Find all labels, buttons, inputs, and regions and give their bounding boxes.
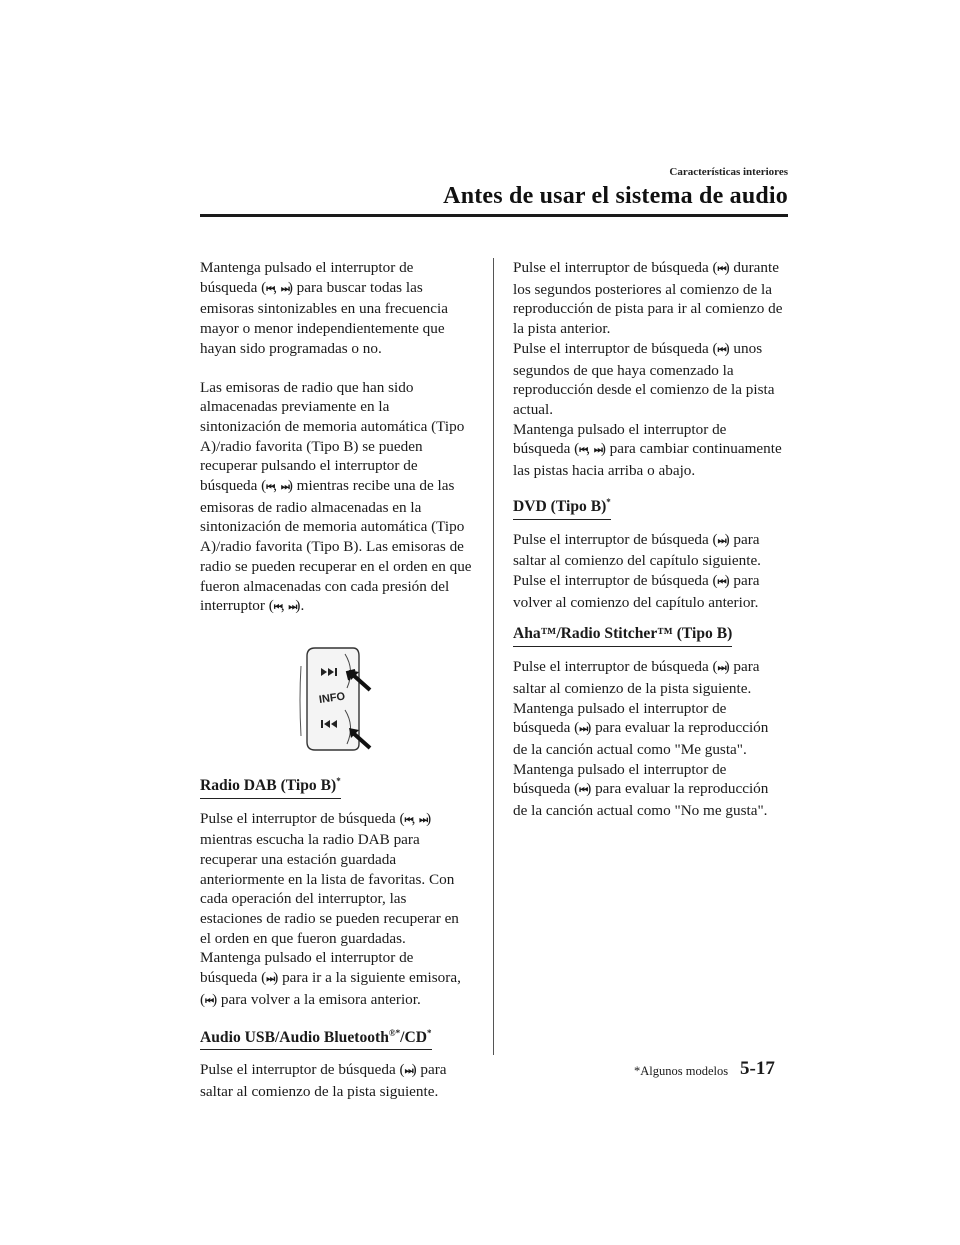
next-track-icon: ⏭ (419, 814, 427, 826)
text: ) para saltar al comienzo de la pista siguiente. (200, 1061, 447, 1101)
text: Mantenga pulsado el interruptor de búsqueda ( (513, 699, 727, 737)
header-rule (200, 214, 788, 217)
paragraph-dab (200, 809, 472, 949)
text: /CD (400, 1028, 428, 1046)
text: Aha™/Radio Stitcher™ (Tipo B) (513, 625, 733, 643)
prev-track-icon: ⏮ (273, 602, 281, 614)
prev-track-icon: ⏮ (579, 445, 587, 457)
paragraph-aha-dislike (513, 760, 785, 821)
text: , (273, 278, 281, 296)
heading-usb-bluetooth-cd (200, 1024, 432, 1051)
next-track-icon: ⏭ (593, 445, 601, 457)
asterisk: * (336, 775, 341, 786)
prev-track-icon: ⏮ (717, 344, 725, 356)
text: ) para evaluar la reproducción de la canción actual como "Me gusta". (513, 719, 769, 758)
text: ) para ir a la siguiente emisora, ( (200, 969, 461, 1008)
text: Pulse el interruptor de búsqueda ( (513, 658, 718, 676)
text: Radio DAB (Tipo B) (200, 776, 337, 794)
text: Mantenga pulsado el interruptor de búsqueda ( (200, 259, 414, 296)
text: ) unos segundos de que haya comenzado la reproducción desde el comienzo de la pista actual. (513, 339, 775, 418)
paragraph-usb (200, 1060, 472, 1101)
text: DVD (Tipo B) (513, 497, 607, 515)
info-label: INFO (318, 690, 346, 707)
footnote: *Algunos modelos (634, 1064, 729, 1078)
next-track-icon: ⏭ (266, 974, 274, 986)
text: Audio USB/Audio Bluetooth (200, 1028, 389, 1046)
text: Pulse el interruptor de búsqueda ( (513, 259, 718, 276)
page-title: Antes de usar el sistema de audio (443, 183, 788, 209)
text: ) para saltar al comienzo del capítulo siguiente. (513, 530, 761, 570)
registered-mark: ®* (388, 1027, 401, 1038)
text: Pulse el interruptor de búsqueda ( (513, 572, 718, 590)
heading-dab (200, 772, 341, 799)
paragraph-usb-prev (513, 258, 785, 339)
next-track-icon: ⏭ (288, 602, 296, 614)
next-track-icon: ⏭ (404, 1066, 412, 1078)
section-label: Características interiores (669, 166, 788, 178)
paragraph-dab-hold (200, 948, 472, 1011)
text: ) durante los segundos posteriores al comienzo de la reproducción de pista para ir al comienzo de la pista anterior. (513, 259, 783, 338)
paragraph-dvd-prev (513, 571, 785, 612)
text: ) mientras recibe una de las emisoras de radio almacenadas en la sintonización de memoria automática (Tipo A)/radio favorita (Tipo B). Las emisoras de radio se pueden recuperar en el orden en que fueron almacenadas con cada presión del interruptor ( (200, 477, 472, 615)
text: , (273, 477, 281, 495)
paragraph-dvd-next (513, 530, 785, 571)
text: ) para volver a la emisora anterior. (212, 990, 421, 1008)
text: ) para evaluar la reproducción de la canción actual como "No me gusta". (513, 780, 769, 820)
paragraph-aha-next (513, 657, 785, 698)
page-number: 5-17 (740, 1058, 775, 1079)
paragraph-usb-hold (513, 420, 785, 481)
asterisk: * (427, 1027, 432, 1038)
prev-track-icon: ⏮ (717, 577, 725, 589)
text: ) para saltar al comienzo de la pista siguiente. (513, 658, 760, 697)
paragraph-seek-scan (200, 258, 472, 359)
steering-switch-illustration (297, 644, 373, 754)
prev-track-icon: ⏮ (404, 814, 412, 826)
prev-track-icon: ⏮ (717, 264, 725, 275)
prev-track-icon: ⏮ (266, 482, 274, 494)
text: , (411, 809, 420, 827)
text: ). (295, 597, 305, 615)
text: Pulse el interruptor de búsqueda ( (513, 339, 718, 357)
heading-dvd (513, 493, 611, 520)
paragraph-stored-stations (200, 378, 472, 618)
next-track-icon: ⏭ (717, 663, 725, 675)
paragraph-usb-restart (513, 339, 785, 420)
text: Mantenga pulsado el interruptor de búsqueda ( (513, 760, 727, 798)
next-track-icon: ⏭ (579, 724, 587, 736)
next-track-icon: ⏭ (280, 283, 288, 295)
text: ) para buscar todas las emisoras sintonizables en una frecuencia mayor o menor independientemente que hayan sido programadas o no. (200, 278, 448, 357)
text: ) para cambiar continuamente las pistas hacia arriba o abajo. (513, 440, 782, 480)
right-column (513, 258, 785, 821)
prev-track-icon: ⏮ (579, 785, 587, 797)
text: Mantenga pulsado el interruptor de búsqueda ( (513, 420, 727, 458)
text: Pulse el interruptor de búsqueda ( (513, 530, 718, 548)
text: , (586, 440, 594, 458)
prev-track-icon: ⏮ (266, 283, 274, 295)
next-track-icon: ⏭ (717, 535, 725, 547)
column-divider (493, 258, 494, 1055)
text: Pulse el interruptor de búsqueda ( (200, 809, 405, 827)
heading-aha-stitcher (513, 624, 732, 647)
text: , (280, 597, 289, 615)
asterisk: * (606, 496, 611, 507)
paragraph-aha-like (513, 699, 785, 760)
left-column (200, 258, 472, 1102)
text: Mantenga pulsado el interruptor de búsqueda ( (200, 949, 414, 987)
text: ) para volver al comienzo del capítulo anterior. (513, 572, 760, 611)
text: ) mientras escucha la radio DAB para recuperar una estación guardada anteriormente en la lista de favoritas. Con cada operación del interruptor, las estaciones de radio se pueden recuperar en el orden en que fueron guardadas. (200, 809, 459, 947)
text: Las emisoras de radio que han sido almacenadas previamente en la sintonización de memoria automática (Tipo A)/radio favorita (Tipo B) se pueden recuperar pulsando el interruptor de búsqueda ( (200, 378, 465, 495)
next-track-icon: ⏭ (280, 482, 288, 494)
text: Pulse el interruptor de búsqueda ( (200, 1061, 405, 1079)
prev-track-icon: ⏮ (205, 995, 213, 1007)
